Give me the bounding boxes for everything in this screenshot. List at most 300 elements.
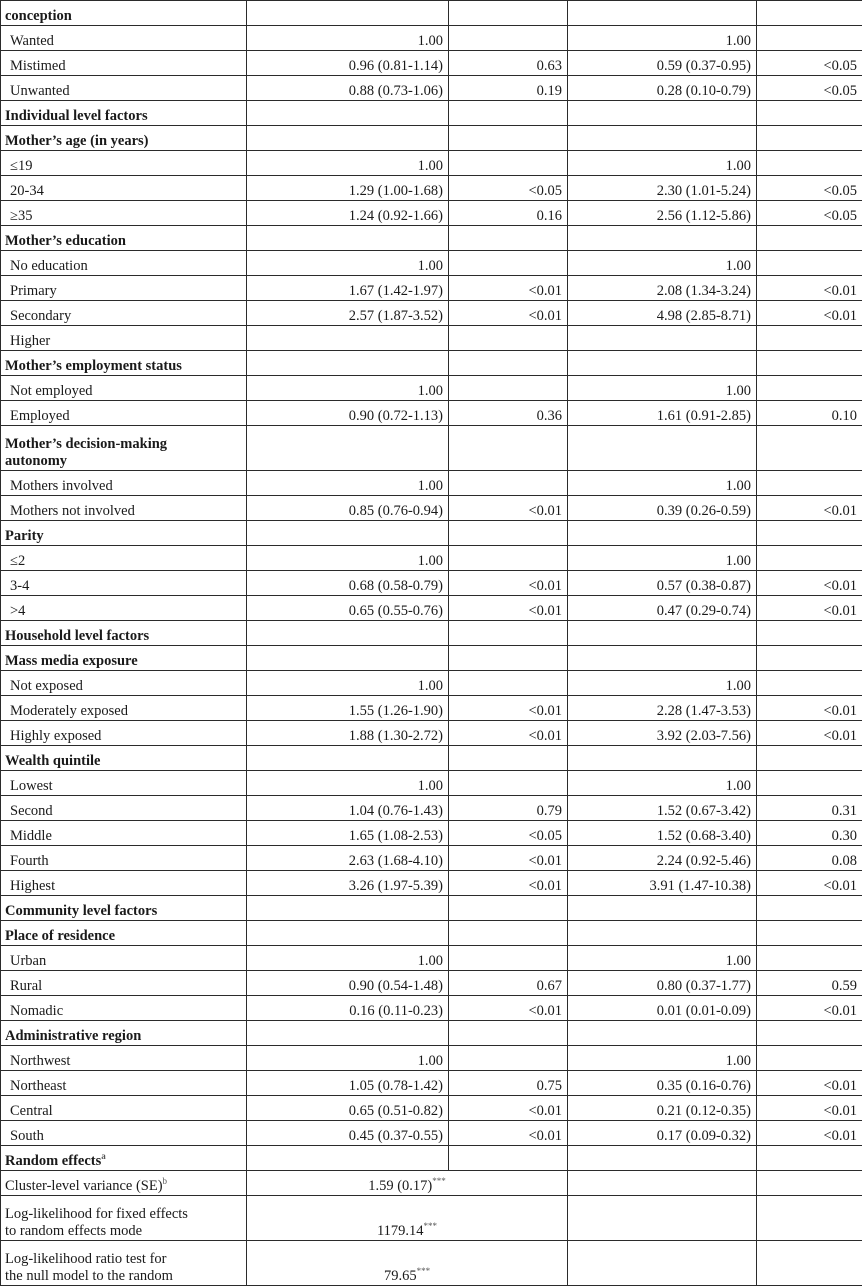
random-effect-row <box>1 1241 862 1286</box>
section-header-row <box>1 896 862 921</box>
p-value-cell: 0.16 <box>449 201 568 226</box>
table-row <box>1 846 862 871</box>
p-value-cell <box>449 376 568 401</box>
random-effect-label-line-2: the null model to the random <box>5 1268 173 1284</box>
empty-cell <box>757 1021 862 1046</box>
p-value-cell: 0.30 <box>757 821 862 846</box>
section-header-row <box>1 521 862 546</box>
row-label: Lowest <box>1 771 247 796</box>
section-header-line-2: autonomy <box>5 453 67 469</box>
p-value-cell <box>757 946 862 971</box>
odds-ratio-cell: 1.04 (0.76-1.43) <box>247 796 449 821</box>
p-value-cell <box>449 26 568 51</box>
table-row <box>1 771 862 796</box>
random-effect-value-text: 1179.14 <box>377 1223 424 1239</box>
odds-ratio-cell: 1.61 (0.91-2.85) <box>568 401 757 426</box>
empty-cell <box>757 226 862 251</box>
section-header-row <box>1 1 862 26</box>
section-header-text: Individual level factors <box>5 108 148 124</box>
odds-ratio-cell: 1.00 <box>247 946 449 971</box>
p-value-cell: <0.05 <box>757 201 862 226</box>
random-effect-value-text: 79.65 <box>384 1268 417 1284</box>
p-value-cell: <0.01 <box>757 696 862 721</box>
empty-cell <box>568 1 757 26</box>
table-row <box>1 571 862 596</box>
odds-ratio-cell: 1.00 <box>568 946 757 971</box>
section-header-row <box>1 226 862 251</box>
row-label: Secondary <box>1 301 247 326</box>
odds-ratio-cell: 2.28 (1.47-3.53) <box>568 696 757 721</box>
table-row <box>1 51 862 76</box>
empty-cell <box>757 1171 862 1196</box>
empty-cell <box>449 746 568 771</box>
row-label: Middle <box>1 821 247 846</box>
empty-cell <box>247 1 449 26</box>
random-effect-label-line-2: to random effects mode <box>5 1223 142 1239</box>
table-row <box>1 326 862 351</box>
odds-ratio-cell: 1.00 <box>568 151 757 176</box>
odds-ratio-cell: 1.00 <box>247 771 449 796</box>
row-label: Urban <box>1 946 247 971</box>
section-header-row <box>1 426 862 471</box>
significance-marker: *** <box>417 1266 431 1276</box>
p-value-cell <box>757 326 862 351</box>
odds-ratio-cell: 0.96 (0.81-1.14) <box>247 51 449 76</box>
row-label: Rural <box>1 971 247 996</box>
table-row <box>1 721 862 746</box>
p-value-cell: 0.19 <box>449 76 568 101</box>
p-value-cell: <0.01 <box>449 571 568 596</box>
empty-cell <box>757 1 862 26</box>
empty-cell <box>247 101 449 126</box>
significance-marker: *** <box>424 1221 438 1231</box>
p-value-cell <box>449 771 568 796</box>
row-label: Wanted <box>1 26 247 51</box>
empty-cell <box>568 621 757 646</box>
odds-ratio-cell: 1.00 <box>247 1046 449 1071</box>
row-label: >4 <box>1 596 247 621</box>
table-row <box>1 471 862 496</box>
p-value-cell: <0.01 <box>449 996 568 1021</box>
empty-cell <box>757 1241 862 1286</box>
section-header-text: Mother’s employment status <box>5 358 182 374</box>
section-header <box>1 1 247 26</box>
p-value-cell: <0.05 <box>757 76 862 101</box>
section-header <box>1 921 247 946</box>
empty-cell <box>757 126 862 151</box>
p-value-cell: <0.01 <box>757 996 862 1021</box>
empty-cell <box>568 1241 757 1286</box>
empty-cell <box>568 226 757 251</box>
row-label: Primary <box>1 276 247 301</box>
odds-ratio-cell: 0.90 (0.54-1.48) <box>247 971 449 996</box>
odds-ratio-cell: 0.21 (0.12-0.35) <box>568 1096 757 1121</box>
p-value-cell: <0.05 <box>757 176 862 201</box>
empty-cell <box>449 1146 568 1171</box>
section-header <box>1 746 247 771</box>
odds-ratio-cell: 0.47 (0.29-0.74) <box>568 596 757 621</box>
random-effect-label <box>1 1241 247 1286</box>
empty-cell <box>449 101 568 126</box>
random-effect-value <box>247 1196 568 1241</box>
section-header-row <box>1 621 862 646</box>
row-label: ≥35 <box>1 201 247 226</box>
random-effect-label <box>1 1196 247 1241</box>
p-value-cell <box>757 771 862 796</box>
table-row <box>1 871 862 896</box>
table-row <box>1 971 862 996</box>
p-value-cell <box>449 671 568 696</box>
odds-ratio-cell: 0.28 (0.10-0.79) <box>568 76 757 101</box>
table-row <box>1 301 862 326</box>
odds-ratio-cell: 1.55 (1.26-1.90) <box>247 696 449 721</box>
odds-ratio-cell: 2.08 (1.34-3.24) <box>568 276 757 301</box>
row-label: Mistimed <box>1 51 247 76</box>
empty-cell <box>247 921 449 946</box>
odds-ratio-cell: 0.17 (0.09-0.32) <box>568 1121 757 1146</box>
random-effect-label-line-1: Log-likelihood ratio test for <box>5 1251 166 1267</box>
odds-ratio-cell: 1.00 <box>568 376 757 401</box>
odds-ratio-cell: 1.00 <box>568 771 757 796</box>
section-header-row <box>1 646 862 671</box>
odds-ratio-cell: 1.00 <box>247 546 449 571</box>
empty-cell <box>568 521 757 546</box>
p-value-cell: <0.01 <box>757 496 862 521</box>
odds-ratio-cell: 2.63 (1.68-4.10) <box>247 846 449 871</box>
odds-ratio-cell: 4.98 (2.85-8.71) <box>568 301 757 326</box>
odds-ratio-cell: 0.16 (0.11-0.23) <box>247 996 449 1021</box>
empty-cell <box>568 1196 757 1241</box>
odds-ratio-cell: 1.00 <box>568 671 757 696</box>
odds-ratio-cell: 0.57 (0.38-0.87) <box>568 571 757 596</box>
table-row <box>1 26 862 51</box>
p-value-cell: <0.05 <box>449 176 568 201</box>
p-value-cell: <0.01 <box>449 721 568 746</box>
p-value-cell: 0.36 <box>449 401 568 426</box>
section-header <box>1 1021 247 1046</box>
empty-cell <box>757 746 862 771</box>
table-row <box>1 596 862 621</box>
table-row <box>1 1121 862 1146</box>
random-effect-value <box>247 1241 568 1286</box>
odds-ratio-cell: 0.35 (0.16-0.76) <box>568 1071 757 1096</box>
p-value-cell: <0.01 <box>449 871 568 896</box>
empty-cell <box>247 126 449 151</box>
row-label: Moderately exposed <box>1 696 247 721</box>
section-header-text: Place of residence <box>5 928 115 944</box>
odds-ratio-cell: 1.00 <box>247 671 449 696</box>
empty-cell <box>247 351 449 376</box>
p-value-cell <box>757 151 862 176</box>
empty-cell <box>247 426 449 471</box>
empty-cell <box>568 896 757 921</box>
section-header <box>1 226 247 251</box>
table-row <box>1 671 862 696</box>
empty-cell <box>568 646 757 671</box>
p-value-cell: <0.01 <box>757 571 862 596</box>
significance-marker: *** <box>432 1176 446 1186</box>
p-value-cell: <0.01 <box>757 301 862 326</box>
table-row <box>1 201 862 226</box>
odds-ratio-cell: 1.65 (1.08-2.53) <box>247 821 449 846</box>
empty-cell <box>449 351 568 376</box>
p-value-cell <box>449 326 568 351</box>
odds-ratio-cell: 0.90 (0.72-1.13) <box>247 401 449 426</box>
p-value-cell: <0.01 <box>449 301 568 326</box>
p-value-cell: <0.01 <box>449 596 568 621</box>
section-header-row <box>1 1021 862 1046</box>
section-header-row <box>1 921 862 946</box>
p-value-cell: <0.01 <box>449 1096 568 1121</box>
p-value-cell <box>449 1046 568 1071</box>
p-value-cell: <0.01 <box>757 1096 862 1121</box>
p-value-cell: <0.01 <box>757 1071 862 1096</box>
p-value-cell <box>449 471 568 496</box>
empty-cell <box>757 521 862 546</box>
odds-ratio-cell: 0.65 (0.55-0.76) <box>247 596 449 621</box>
odds-ratio-cell: 0.45 (0.37-0.55) <box>247 1121 449 1146</box>
empty-cell <box>757 921 862 946</box>
empty-cell <box>757 351 862 376</box>
p-value-cell: <0.01 <box>757 721 862 746</box>
row-label: Second <box>1 796 247 821</box>
p-value-cell: <0.01 <box>449 1121 568 1146</box>
table-row <box>1 151 862 176</box>
odds-ratio-cell: 0.65 (0.51-0.82) <box>247 1096 449 1121</box>
empty-cell <box>568 1146 757 1171</box>
section-header <box>1 521 247 546</box>
row-label: Highest <box>1 871 247 896</box>
p-value-cell <box>449 251 568 276</box>
table-row <box>1 546 862 571</box>
row-label: South <box>1 1121 247 1146</box>
section-header <box>1 646 247 671</box>
empty-cell <box>757 1146 862 1171</box>
odds-ratio-cell: 0.01 (0.01-0.09) <box>568 996 757 1021</box>
p-value-cell: 0.08 <box>757 846 862 871</box>
odds-ratio-cell: 1.00 <box>568 26 757 51</box>
empty-cell <box>449 896 568 921</box>
p-value-cell: <0.01 <box>449 846 568 871</box>
table-row <box>1 696 862 721</box>
table-row <box>1 176 862 201</box>
section-header <box>1 896 247 921</box>
empty-cell <box>568 426 757 471</box>
odds-ratio-cell: 1.00 <box>568 251 757 276</box>
section-header-row <box>1 126 862 151</box>
random-effect-label-line-1: Log-likelihood for fixed effects <box>5 1206 188 1222</box>
table-row <box>1 76 862 101</box>
odds-ratio-cell: 1.00 <box>247 151 449 176</box>
footnote-marker: b <box>163 1176 168 1186</box>
empty-cell <box>568 1171 757 1196</box>
random-effect-value <box>247 1171 568 1196</box>
row-label: ≤2 <box>1 546 247 571</box>
odds-ratio-cell: 1.88 (1.30-2.72) <box>247 721 449 746</box>
empty-cell <box>449 226 568 251</box>
empty-cell <box>449 921 568 946</box>
empty-cell <box>757 621 862 646</box>
odds-ratio-cell: 1.00 <box>247 26 449 51</box>
empty-cell <box>247 621 449 646</box>
section-header-row <box>1 351 862 376</box>
table-row <box>1 821 862 846</box>
odds-ratio-cell: 1.00 <box>568 471 757 496</box>
empty-cell <box>247 1021 449 1046</box>
section-header-row <box>1 746 862 771</box>
odds-ratio-cell: 0.80 (0.37-1.77) <box>568 971 757 996</box>
table-row <box>1 251 862 276</box>
empty-cell <box>568 126 757 151</box>
p-value-cell: <0.01 <box>757 596 862 621</box>
row-label: Unwanted <box>1 76 247 101</box>
p-value-cell: 0.63 <box>449 51 568 76</box>
odds-ratio-cell: 1.00 <box>247 251 449 276</box>
p-value-cell <box>757 671 862 696</box>
p-value-cell <box>757 251 862 276</box>
odds-ratio-cell: 1.29 (1.00-1.68) <box>247 176 449 201</box>
table-row <box>1 1046 862 1071</box>
footnote-marker: a <box>101 1151 106 1161</box>
section-header-line-1: Mother’s decision-making <box>5 436 167 452</box>
section-header-text: Mother’s education <box>5 233 126 249</box>
empty-cell <box>568 101 757 126</box>
section-header-text: Mother’s age (in years) <box>5 133 148 149</box>
empty-cell <box>247 746 449 771</box>
p-value-cell: 0.75 <box>449 1071 568 1096</box>
row-label: Nomadic <box>1 996 247 1021</box>
empty-cell <box>247 1146 449 1171</box>
p-value-cell <box>449 546 568 571</box>
empty-cell <box>247 226 449 251</box>
odds-ratio-cell: 0.39 (0.26-0.59) <box>568 496 757 521</box>
row-label: Higher <box>1 326 247 351</box>
empty-cell <box>449 646 568 671</box>
empty-cell <box>449 426 568 471</box>
row-label: Mothers involved <box>1 471 247 496</box>
empty-cell <box>757 646 862 671</box>
odds-ratio-cell: 2.57 (1.87-3.52) <box>247 301 449 326</box>
random-effect-label <box>1 1171 247 1196</box>
odds-ratio-cell: 1.67 (1.42-1.97) <box>247 276 449 301</box>
odds-ratio-cell: 1.52 (0.68-3.40) <box>568 821 757 846</box>
empty-cell <box>568 921 757 946</box>
section-header-text: Mass media exposure <box>5 653 138 669</box>
empty-cell <box>247 896 449 921</box>
odds-ratio-cell: 1.00 <box>247 376 449 401</box>
p-value-cell: 0.59 <box>757 971 862 996</box>
p-value-cell: <0.01 <box>757 1121 862 1146</box>
empty-cell <box>757 426 862 471</box>
odds-ratio-cell: 0.59 (0.37-0.95) <box>568 51 757 76</box>
row-label: Northwest <box>1 1046 247 1071</box>
table-row <box>1 996 862 1021</box>
odds-ratio-cell: 3.92 (2.03-7.56) <box>568 721 757 746</box>
p-value-cell: <0.05 <box>449 821 568 846</box>
row-label: Mothers not involved <box>1 496 247 521</box>
row-label: Not exposed <box>1 671 247 696</box>
empty-cell <box>247 521 449 546</box>
odds-ratio-cell <box>247 326 449 351</box>
row-label: 3-4 <box>1 571 247 596</box>
empty-cell <box>568 351 757 376</box>
section-header-row <box>1 101 862 126</box>
empty-cell <box>449 621 568 646</box>
odds-ratio-cell: 3.91 (1.47-10.38) <box>568 871 757 896</box>
p-value-cell <box>757 26 862 51</box>
p-value-cell: <0.01 <box>449 496 568 521</box>
table-row <box>1 401 862 426</box>
empty-cell <box>247 646 449 671</box>
random-effect-value-text: 1.59 (0.17) <box>368 1178 432 1194</box>
p-value-cell <box>757 1046 862 1071</box>
section-header-text: Parity <box>5 528 44 544</box>
odds-ratio-cell: 2.56 (1.12-5.86) <box>568 201 757 226</box>
p-value-cell <box>757 546 862 571</box>
section-header <box>1 351 247 376</box>
empty-cell <box>568 746 757 771</box>
empty-cell <box>449 1021 568 1046</box>
odds-ratio-cell <box>568 326 757 351</box>
odds-ratio-cell: 1.52 (0.67-3.42) <box>568 796 757 821</box>
p-value-cell: 0.10 <box>757 401 862 426</box>
results-table-body <box>1 1 862 1286</box>
p-value-cell: <0.01 <box>757 276 862 301</box>
p-value-cell: <0.05 <box>757 51 862 76</box>
p-value-cell: <0.01 <box>757 871 862 896</box>
section-header-text: Community level factors <box>5 903 157 919</box>
p-value-cell: <0.01 <box>449 696 568 721</box>
p-value-cell: 0.31 <box>757 796 862 821</box>
section-header-row <box>1 1146 862 1171</box>
odds-ratio-cell: 2.30 (1.01-5.24) <box>568 176 757 201</box>
odds-ratio-cell: 1.00 <box>568 1046 757 1071</box>
row-label: ≤19 <box>1 151 247 176</box>
empty-cell <box>568 1021 757 1046</box>
empty-cell <box>449 521 568 546</box>
odds-ratio-cell: 2.24 (0.92-5.46) <box>568 846 757 871</box>
row-label: Employed <box>1 401 247 426</box>
p-value-cell <box>449 946 568 971</box>
odds-ratio-cell: 3.26 (1.97-5.39) <box>247 871 449 896</box>
p-value-cell <box>449 151 568 176</box>
empty-cell <box>449 126 568 151</box>
table-row <box>1 496 862 521</box>
section-header-text: Household level factors <box>5 628 149 644</box>
p-value-cell <box>757 471 862 496</box>
row-label: Fourth <box>1 846 247 871</box>
section-header <box>1 126 247 151</box>
p-value-cell: 0.79 <box>449 796 568 821</box>
random-effect-row <box>1 1196 862 1241</box>
table-row <box>1 376 862 401</box>
empty-cell <box>757 101 862 126</box>
p-value-cell: <0.01 <box>449 276 568 301</box>
section-header <box>1 426 247 471</box>
odds-ratio-cell: 1.24 (0.92-1.66) <box>247 201 449 226</box>
table-row <box>1 1096 862 1121</box>
random-effect-label-text: Cluster-level variance (SE) <box>5 1178 163 1194</box>
row-label: Highly exposed <box>1 721 247 746</box>
table-row <box>1 276 862 301</box>
row-label: Northeast <box>1 1071 247 1096</box>
table-row <box>1 946 862 971</box>
table-row <box>1 796 862 821</box>
row-label: Not employed <box>1 376 247 401</box>
odds-ratio-cell: 1.00 <box>568 546 757 571</box>
empty-cell <box>757 1196 862 1241</box>
odds-ratio-cell: 0.68 (0.58-0.79) <box>247 571 449 596</box>
